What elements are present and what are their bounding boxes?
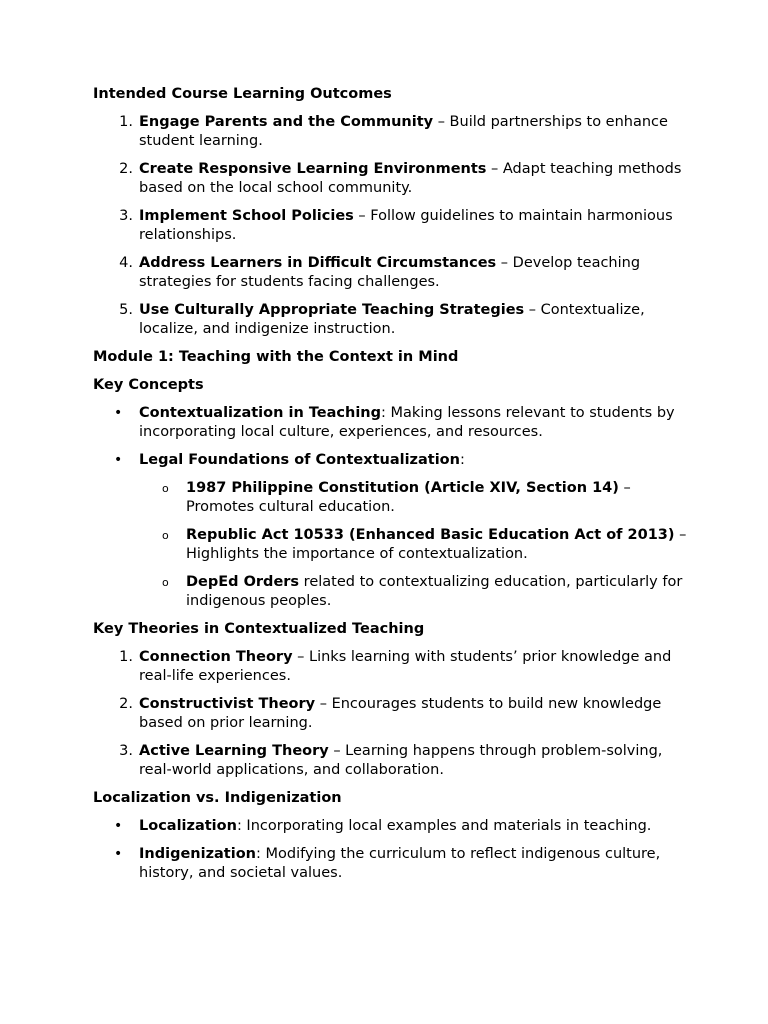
item-description: : Incorporating local examples and materials in teaching. xyxy=(236,818,652,834)
outcomes-list xyxy=(93,113,693,339)
item-term: Connection Theory xyxy=(139,649,293,665)
item-description: – Follow guidelines to maintain harmonious relationships. xyxy=(139,208,673,243)
item-description: related to contextualizing education, particularly for indigenous peoples. xyxy=(186,574,683,609)
item-term: Active Learning Theory xyxy=(139,743,329,759)
sublist-item xyxy=(139,573,693,611)
circle-bullet-icon: o xyxy=(162,529,169,542)
item-term: Create Responsive Learning Environments xyxy=(139,161,487,177)
circle-bullet-icon: o xyxy=(162,576,169,589)
item-number: 2. xyxy=(119,696,133,712)
item-description: – Encourages students to build new knowledge based on prior learning. xyxy=(139,696,662,731)
item-term: Indigenization xyxy=(139,846,256,862)
item-number: 1. xyxy=(119,114,133,130)
list-item xyxy=(93,301,693,339)
list-item xyxy=(93,451,693,611)
item-term: DepEd Orders xyxy=(186,574,300,590)
list-item xyxy=(93,817,693,836)
item-description: – Highlights the importance of contextualization. xyxy=(186,527,687,562)
item-description: – Links learning with students’ prior knowledge and real-life experiences. xyxy=(139,649,672,684)
item-number: 4. xyxy=(119,255,133,271)
item-description: – Adapt teaching methods based on the local school community. xyxy=(139,161,682,196)
key-concepts-heading: Key Concepts xyxy=(93,377,204,393)
bullet-icon: • xyxy=(114,452,123,468)
item-description: – Learning happens through problem-solving, real-world applications, and collaboration. xyxy=(139,743,663,778)
localization-list xyxy=(93,817,693,883)
legal-foundations-sublist xyxy=(139,479,693,611)
item-term: Engage Parents and the Community xyxy=(139,114,434,130)
item-term: Use Culturally Appropriate Teaching Strategies xyxy=(139,302,525,318)
bullet-icon: • xyxy=(114,818,123,834)
item-term: Constructivist Theory xyxy=(139,696,316,712)
list-item xyxy=(93,113,693,151)
theories-list xyxy=(93,648,693,780)
bullet-icon: • xyxy=(114,405,123,421)
item-description: – Promotes cultural education. xyxy=(186,480,631,515)
module-title: Module 1: Teaching with the Context in Mind xyxy=(93,349,459,365)
item-description: : Modifying the curriculum to reflect indigenous culture, history, and societal values. xyxy=(139,846,661,881)
item-description: – Contextualize, localize, and indigenize instruction. xyxy=(139,302,645,337)
item-description: : Making lessons relevant to students by incorporating local culture, experiences, and resources. xyxy=(139,405,675,440)
item-term: Implement School Policies xyxy=(139,208,354,224)
item-term: Address Learners in Difficult Circumstances xyxy=(139,255,497,271)
item-description: : xyxy=(459,452,465,468)
sublist-item xyxy=(139,526,693,564)
item-term: Contextualization in Teaching xyxy=(139,405,381,421)
item-number: 1. xyxy=(119,649,133,665)
list-item xyxy=(93,695,693,733)
item-description: – Build partnerships to enhance student learning. xyxy=(139,114,668,149)
item-number: 3. xyxy=(119,208,133,224)
circle-bullet-icon: o xyxy=(162,482,169,495)
list-item xyxy=(93,648,693,686)
list-item xyxy=(93,160,693,198)
item-term: Localization xyxy=(139,818,237,834)
bullet-icon: • xyxy=(114,846,123,862)
list-item xyxy=(93,742,693,780)
theories-heading: Key Theories in Contextualized Teaching xyxy=(93,621,425,637)
list-item xyxy=(93,254,693,292)
list-item xyxy=(93,404,693,442)
item-term: 1987 Philippine Constitution (Article XIV, Section 14) xyxy=(186,480,619,496)
item-number: 2. xyxy=(119,161,133,177)
item-number: 5. xyxy=(119,302,133,318)
sublist-item xyxy=(139,479,693,517)
item-term: Legal Foundations of Contextualization xyxy=(139,452,460,468)
key-concepts-list xyxy=(93,404,693,611)
outcomes-heading: Intended Course Learning Outcomes xyxy=(93,86,392,102)
item-term: Republic Act 10533 (Enhanced Basic Education Act of 2013) xyxy=(186,527,675,543)
item-description: – Develop teaching strategies for students facing challenges. xyxy=(139,255,641,290)
localization-heading: Localization vs. Indigenization xyxy=(93,790,342,806)
item-number: 3. xyxy=(119,743,133,759)
list-item xyxy=(93,207,693,245)
list-item xyxy=(93,845,693,883)
